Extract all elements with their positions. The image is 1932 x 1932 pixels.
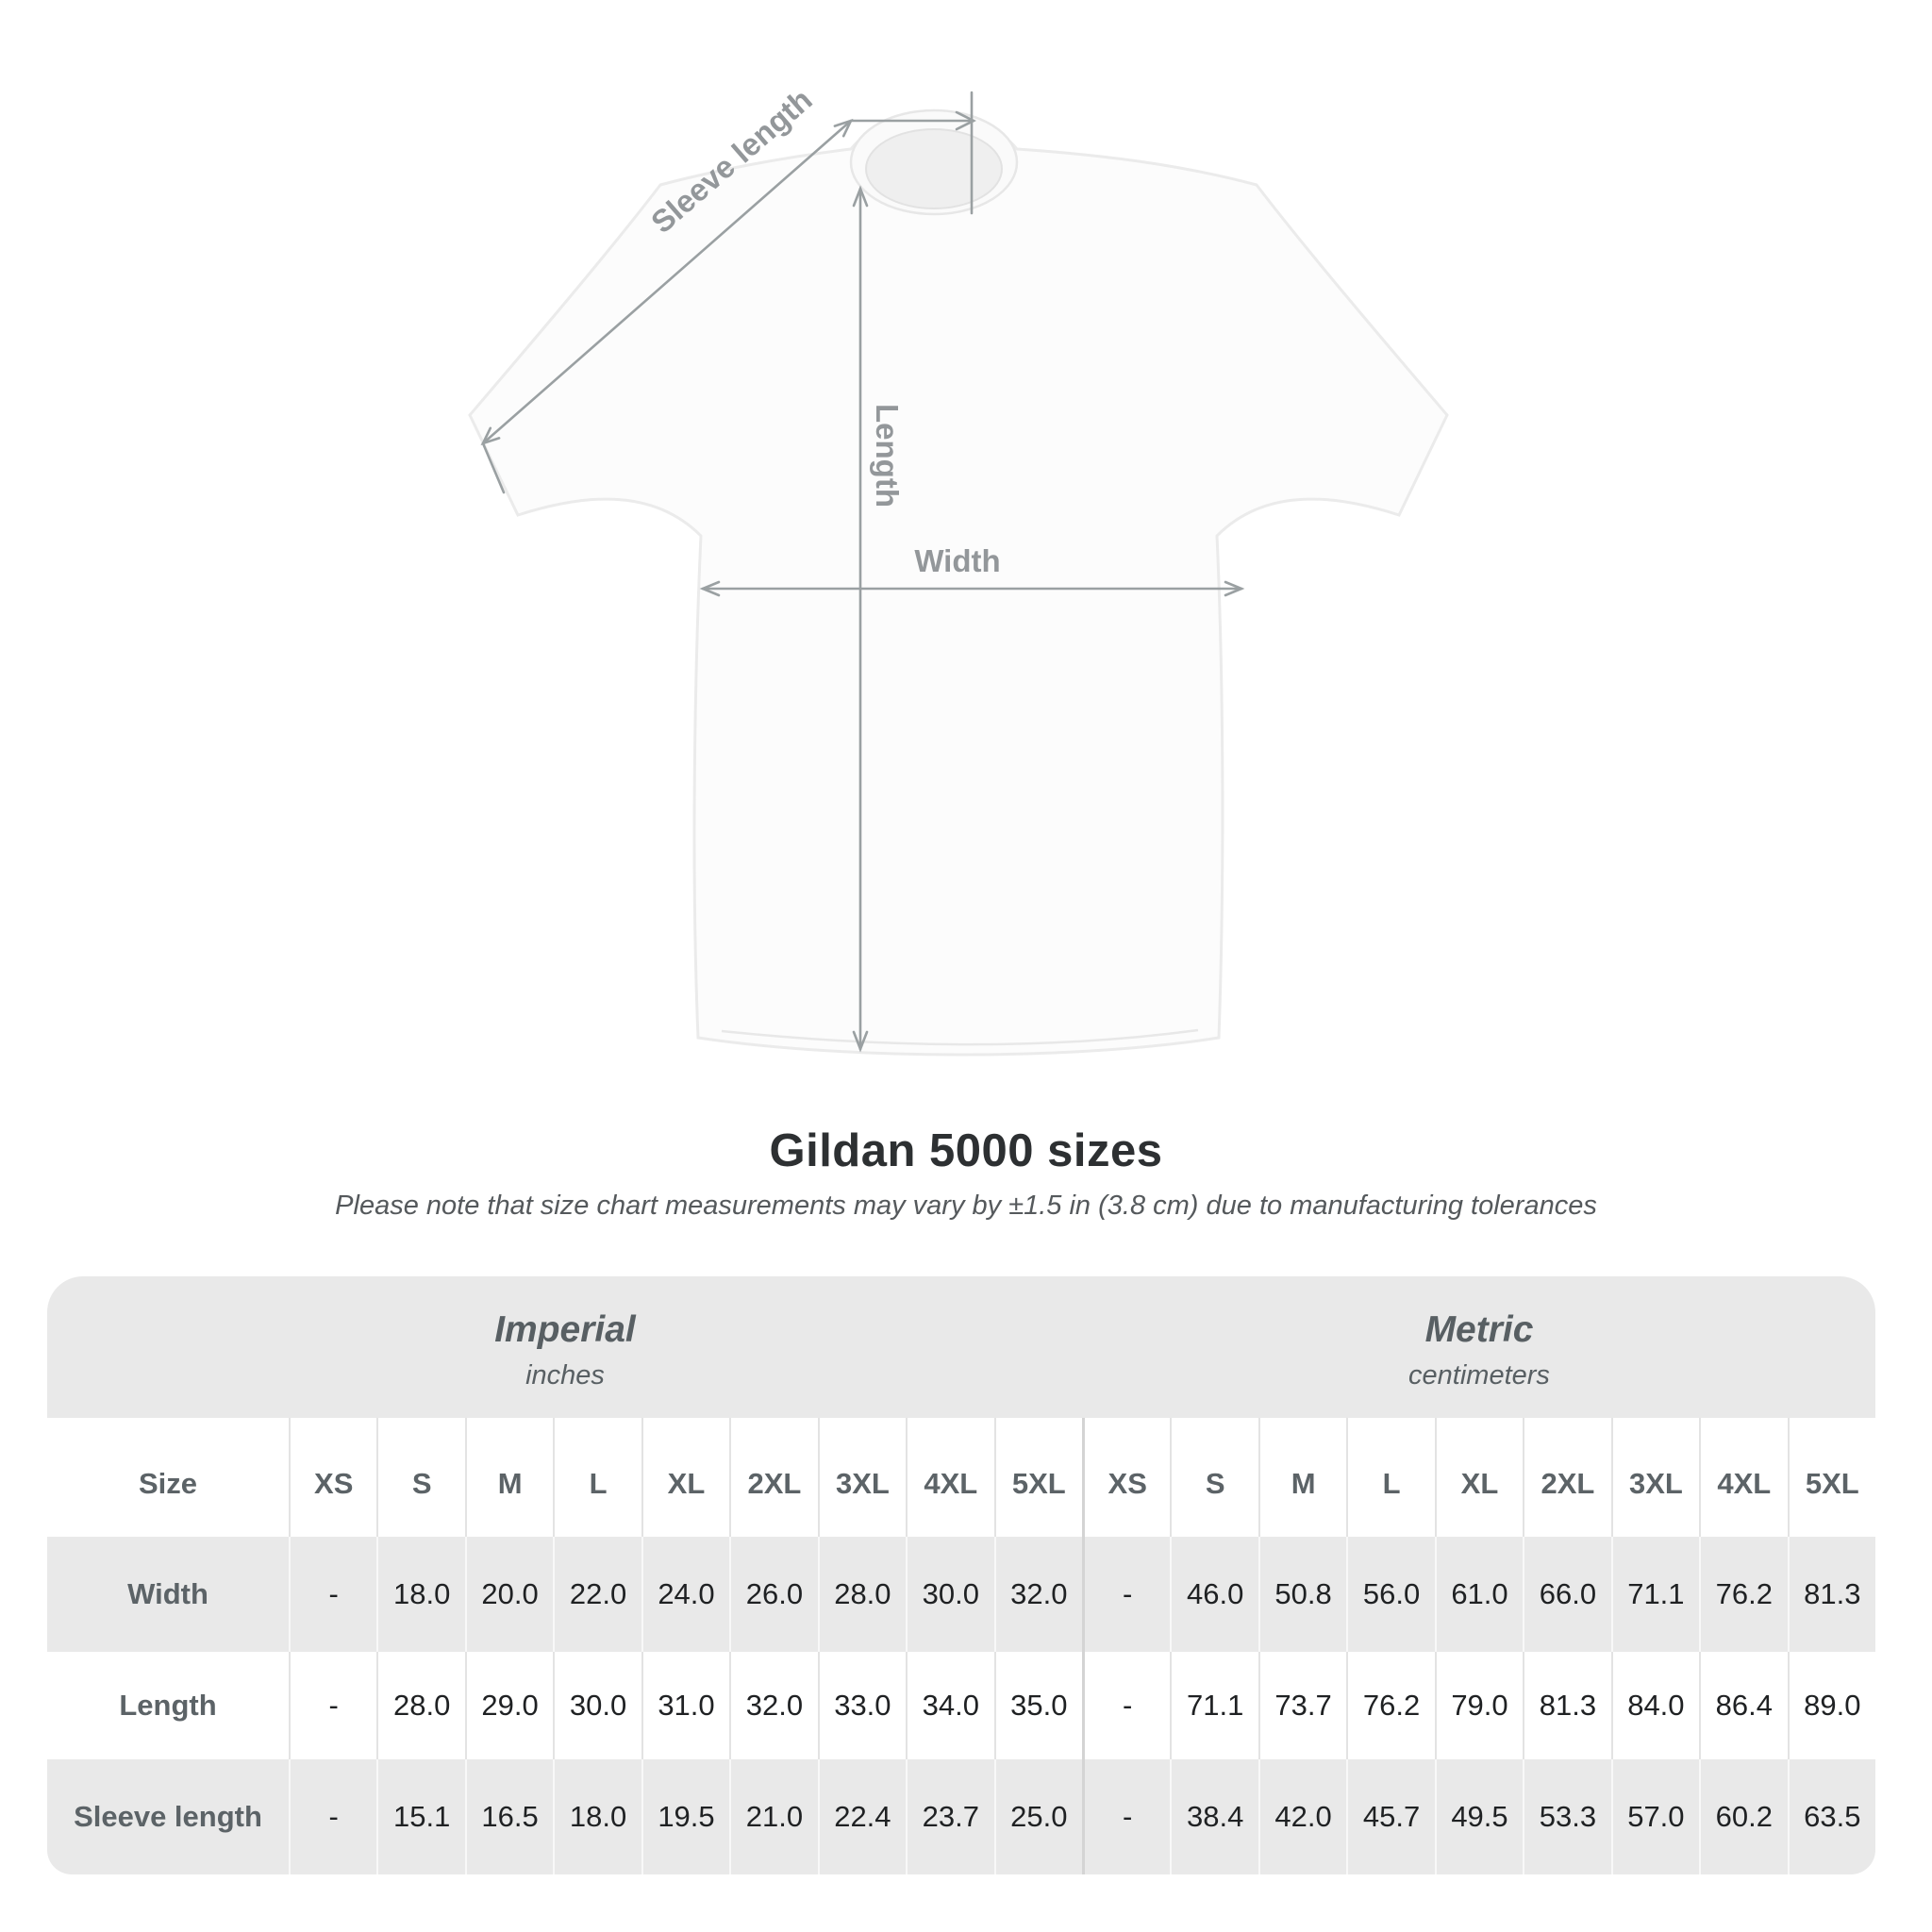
measurement-value: 33.0 xyxy=(818,1652,906,1759)
column-header-metric-4xl: 4XL xyxy=(1699,1418,1787,1537)
measurement-row-sleeve-length xyxy=(47,1759,1875,1874)
diagram-label-length: Length xyxy=(870,404,905,508)
measurement-value: 22.0 xyxy=(553,1537,641,1652)
measurement-value: 34.0 xyxy=(906,1652,993,1759)
measurement-value: 76.2 xyxy=(1346,1652,1434,1759)
measurement-value: 86.4 xyxy=(1699,1652,1787,1759)
column-header-metric-xs: XS xyxy=(1082,1418,1170,1537)
size-corner-label: Size xyxy=(138,1467,198,1500)
column-header-metric-s: S xyxy=(1170,1418,1257,1537)
measurement-value: 24.0 xyxy=(641,1537,729,1652)
tshirt-illustration xyxy=(470,110,1447,1055)
measurement-value: - xyxy=(289,1759,376,1874)
measurement-value: 66.0 xyxy=(1523,1537,1610,1652)
row-label: Sleeve length xyxy=(74,1800,262,1833)
measurement-value: 81.3 xyxy=(1788,1537,1875,1652)
size-table xyxy=(47,1276,1875,1874)
imperial-section-header xyxy=(47,1276,1083,1418)
measurement-value: 22.4 xyxy=(818,1759,906,1874)
metric-unit: centimeters xyxy=(1408,1359,1550,1391)
measurement-value: 79.0 xyxy=(1435,1652,1523,1759)
measurement-value: 57.0 xyxy=(1611,1759,1699,1874)
size-header-row xyxy=(47,1418,1875,1537)
measurement-value: 28.0 xyxy=(376,1652,464,1759)
measurement-value: 45.7 xyxy=(1346,1759,1434,1874)
column-header-imperial-xl: XL xyxy=(641,1418,729,1537)
measurement-value: 61.0 xyxy=(1435,1537,1523,1652)
measurement-value: 89.0 xyxy=(1788,1652,1875,1759)
measurement-value: 71.1 xyxy=(1170,1652,1257,1759)
measurement-value: 42.0 xyxy=(1258,1759,1346,1874)
column-header-imperial-2xl: 2XL xyxy=(729,1418,817,1537)
measurement-value: 49.5 xyxy=(1435,1759,1523,1874)
column-header-metric-xl: XL xyxy=(1435,1418,1523,1537)
diagram-label-width: Width xyxy=(914,543,1001,578)
column-header-imperial-xs: XS xyxy=(289,1418,376,1537)
measurement-value: 56.0 xyxy=(1346,1537,1434,1652)
measurement-value: 25.0 xyxy=(994,1759,1082,1874)
measurement-value: 81.3 xyxy=(1523,1652,1610,1759)
diagram-label-sleeve-length: Sleeve length xyxy=(643,81,819,241)
measurement-value: 35.0 xyxy=(994,1652,1082,1759)
measurement-value: 30.0 xyxy=(553,1652,641,1759)
measurement-value: 63.5 xyxy=(1788,1759,1875,1874)
measurement-value: 38.4 xyxy=(1170,1759,1257,1874)
measurement-value: 15.1 xyxy=(376,1759,464,1874)
measurement-value: 32.0 xyxy=(729,1652,817,1759)
metric-title: Metric xyxy=(1424,1308,1534,1350)
column-header-metric-m: M xyxy=(1258,1418,1346,1537)
column-header-imperial-s: S xyxy=(376,1418,464,1537)
unit-header-band xyxy=(47,1276,1875,1418)
tshirt-body xyxy=(470,115,1447,1055)
row-label: Length xyxy=(119,1689,217,1722)
column-header-imperial-m: M xyxy=(465,1418,553,1537)
imperial-unit: inches xyxy=(525,1359,605,1391)
measurement-value: 21.0 xyxy=(729,1759,817,1874)
measurement-value: 20.0 xyxy=(465,1537,553,1652)
measurement-value: 60.2 xyxy=(1699,1759,1787,1874)
measurement-value: - xyxy=(289,1652,376,1759)
measurement-value: 71.1 xyxy=(1611,1537,1699,1652)
collar-opening xyxy=(866,129,1002,208)
measurement-value: 26.0 xyxy=(729,1537,817,1652)
measurement-value: 18.0 xyxy=(553,1759,641,1874)
measurement-value: 84.0 xyxy=(1611,1652,1699,1759)
measurement-row-length xyxy=(47,1652,1875,1759)
column-header-imperial-3xl: 3XL xyxy=(818,1418,906,1537)
size-table-grid xyxy=(47,1418,1875,1874)
column-header-imperial-5xl: 5XL xyxy=(994,1418,1082,1537)
measurement-value: 23.7 xyxy=(906,1759,993,1874)
measurement-value: - xyxy=(1082,1652,1170,1759)
measurement-value: 53.3 xyxy=(1523,1759,1610,1874)
measurement-value: - xyxy=(1082,1759,1170,1874)
measurement-value: 31.0 xyxy=(641,1652,729,1759)
row-label: Width xyxy=(127,1577,208,1610)
measurement-value: - xyxy=(289,1537,376,1652)
measurement-value: 76.2 xyxy=(1699,1537,1787,1652)
measurement-value: 16.5 xyxy=(465,1759,553,1874)
measurement-value: 29.0 xyxy=(465,1652,553,1759)
measurement-row-width xyxy=(47,1537,1875,1652)
metric-section-header xyxy=(1083,1276,1875,1418)
imperial-title: Imperial xyxy=(494,1308,636,1350)
measurement-value: 50.8 xyxy=(1258,1537,1346,1652)
column-header-metric-5xl: 5XL xyxy=(1788,1418,1875,1537)
column-header-metric-3xl: 3XL xyxy=(1611,1418,1699,1537)
measurement-value: 30.0 xyxy=(906,1537,993,1652)
measurement-value: 18.0 xyxy=(376,1537,464,1652)
measurement-value: 46.0 xyxy=(1170,1537,1257,1652)
column-header-metric-2xl: 2XL xyxy=(1523,1418,1610,1537)
measurement-value: 28.0 xyxy=(818,1537,906,1652)
page-subtitle: Please note that size chart measurements may vary by ±1.5 in (3.8 cm) due to manufacturing tolerances xyxy=(335,1191,1597,1221)
measurement-value: 73.7 xyxy=(1258,1652,1346,1759)
column-header-metric-l: L xyxy=(1346,1418,1434,1537)
page-title: Gildan 5000 sizes xyxy=(769,1125,1163,1176)
column-header-imperial-4xl: 4XL xyxy=(906,1418,993,1537)
column-header-imperial-l: L xyxy=(553,1418,641,1537)
measurement-value: - xyxy=(1082,1537,1170,1652)
measurement-value: 32.0 xyxy=(994,1537,1082,1652)
measurement-value: 19.5 xyxy=(641,1759,729,1874)
